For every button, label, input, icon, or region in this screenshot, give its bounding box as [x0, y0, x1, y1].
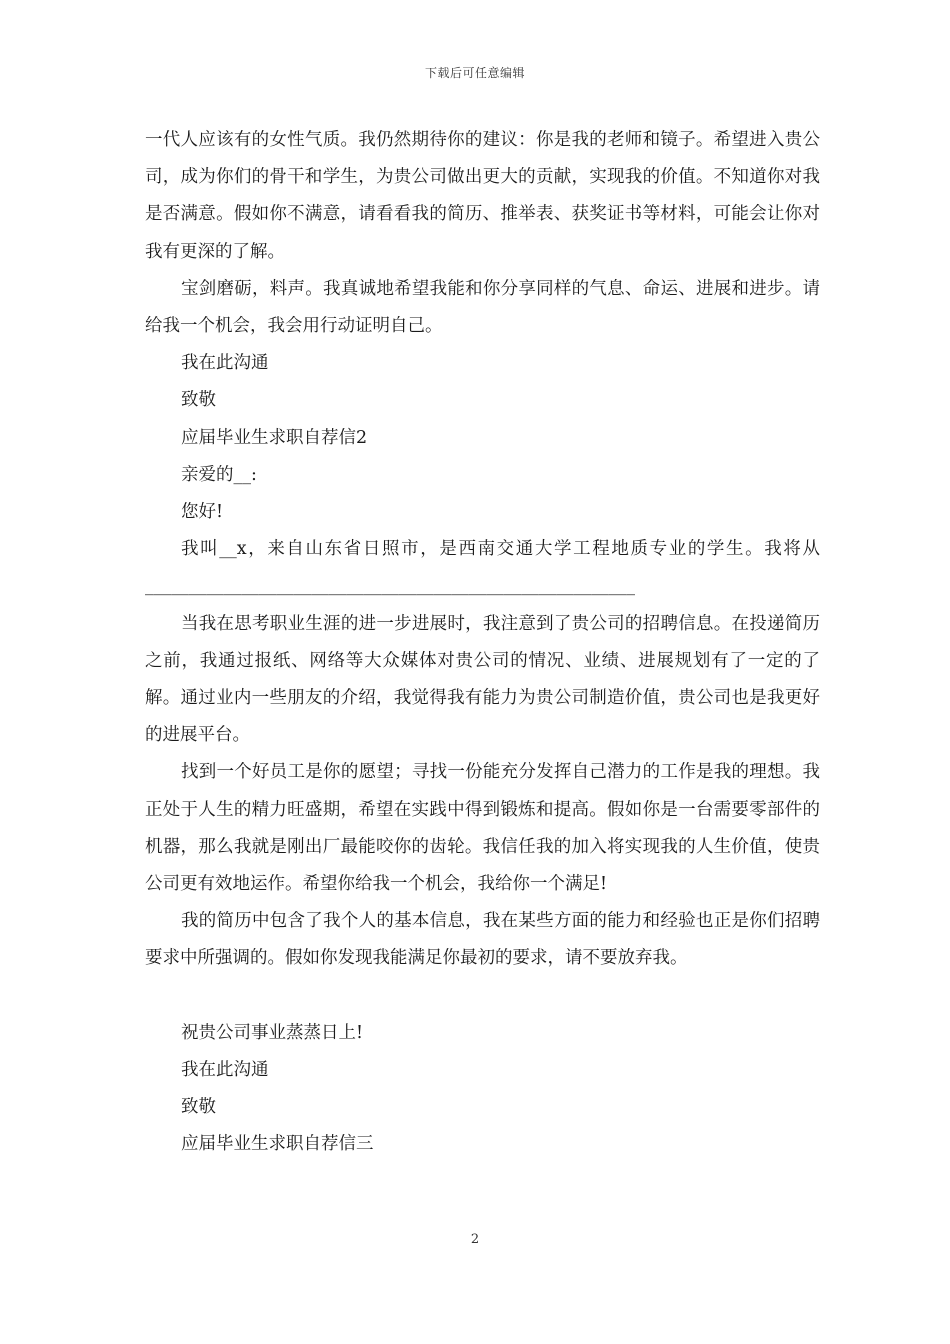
paragraph-3: 当我在思考职业生涯的进一步进展时，我注意到了贵公司的招聘信息。在投递简历之前，我通过报纸、网络等大众媒体对贵公司的情况、业绩、进展规划有了一定的了解。通过业内一些朋友的介绍，我觉得我有能力为贵公司制造价值，贵公司也是我更好的进展平台。: [145, 613, 820, 746]
greeting-line: 亲爱的__:: [181, 464, 257, 485]
page-number: 2: [470, 1232, 480, 1247]
paragraph-4: 找到一个好员工是你的愿望；寻找一份能充分发挥自己潜力的工作是我的理想。我正处于人生的精力旺盛期，希望在实践中得到锻炼和提高。假如你是一台需要零部件的机器，那么我就是刚出厂最能咬你的齿轮。我信任我的加入将实现我的人生价值，使贵公司更有效地运作。希望你给我一个机会，我给你一个满足!: [145, 762, 820, 895]
blank-line: [145, 978, 820, 1015]
salute-line-2: 致敬: [181, 1097, 216, 1118]
paragraph-1: 一代人应该有的女性气质。我仍然期待你的建议：你是我的老师和镜子。希望进入贵公司，成为你们的骨干和学生，为贵公司做出更大的贡献，实现我的价值。不知道你对我是否满意。假如你不满意，请看看我的简历、推举表、获奖证书等材料，可能会让你对我有更深的了解。: [145, 130, 820, 262]
paragraph-2: 宝剑磨砺，料声。我真诚地希望我能和你分享同样的气息、命运、进展和进步。请给我一个机会，我会用行动证明自己。: [145, 278, 820, 337]
closing-line-1: 我在此沟通: [181, 353, 269, 374]
salute-line-1: 致敬: [181, 390, 216, 411]
document-body: [145, 122, 820, 1163]
paragraph-intro: 我叫__x，来自山东省日照市，是西南交通大学工程地质专业的学生。我将从________________________________________________________: [145, 539, 820, 597]
hello-line: 您好!: [181, 502, 224, 523]
section-title-3: 应届毕业生求职自荐信三: [181, 1134, 374, 1155]
closing-line-2: 我在此沟通: [181, 1059, 269, 1080]
header-note: 下载后可任意编辑: [424, 66, 525, 80]
paragraph-5: 我的简历中包含了我个人的基本信息，我在某些方面的能力和经验也正是你们招聘要求中所强调的。假如你发现我能满足你最初的要求，请不要放弃我。: [145, 911, 820, 969]
wish-line: 祝贵公司事业蒸蒸日上!: [181, 1022, 364, 1043]
section-title-2: 应届毕业生求职自荐信2: [181, 427, 368, 448]
